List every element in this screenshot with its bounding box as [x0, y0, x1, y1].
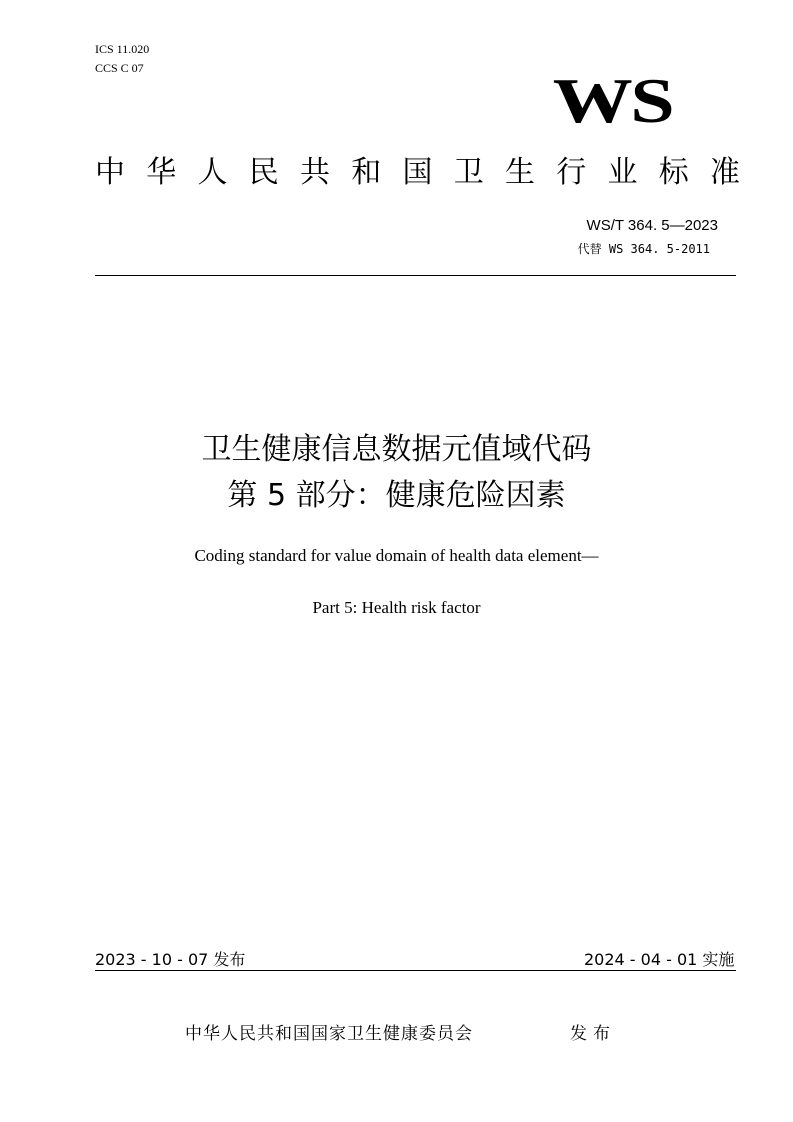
ccs-code: CCS C 07 [95, 61, 144, 75]
banner-char: 人 [197, 155, 228, 190]
header-divider [95, 275, 736, 276]
banner-char: 卫 [453, 155, 484, 190]
title-en-line2: Part 5: Health risk factor [312, 598, 481, 617]
ics-code: ICS 11.020 [95, 42, 150, 56]
title-cn-line1: 卫生健康信息数据元值域代码 [201, 432, 592, 467]
banner-char: 准 [710, 155, 740, 190]
footer-divider [95, 970, 736, 971]
classification-codes [95, 40, 149, 78]
banner-char: 行 [556, 155, 587, 190]
title-cn-line2: 第 5 部分：健康危险因素 [227, 478, 566, 513]
issuing-authority: 中华人民共和国国家卫生健康委员会 [185, 1024, 473, 1044]
banner-char: 共 [300, 155, 330, 190]
banner-char: 业 [607, 155, 638, 190]
banner-char: 华 [146, 155, 177, 190]
publish-label: 发布 [570, 1024, 616, 1044]
replaces-standard: 代替 WS 364. 5-2011 [577, 242, 710, 256]
organization-banner [95, 150, 740, 196]
ws-logo: WS [552, 65, 673, 136]
banner-char: 中 [95, 155, 125, 190]
title-en-line1: Coding standard for value domain of health data element— [194, 546, 599, 565]
banner-char: 和 [351, 155, 382, 190]
issue-date: 2023 - 10 - 07 发布 [95, 950, 246, 969]
banner-char: 生 [505, 155, 535, 190]
banner-char: 民 [248, 155, 279, 190]
standard-number: WS/T 364. 5—2023 [586, 217, 718, 234]
banner-char: 国 [402, 155, 433, 190]
implementation-date: 2024 - 04 - 01 实施 [584, 950, 735, 969]
banner-char: 标 [658, 155, 689, 190]
